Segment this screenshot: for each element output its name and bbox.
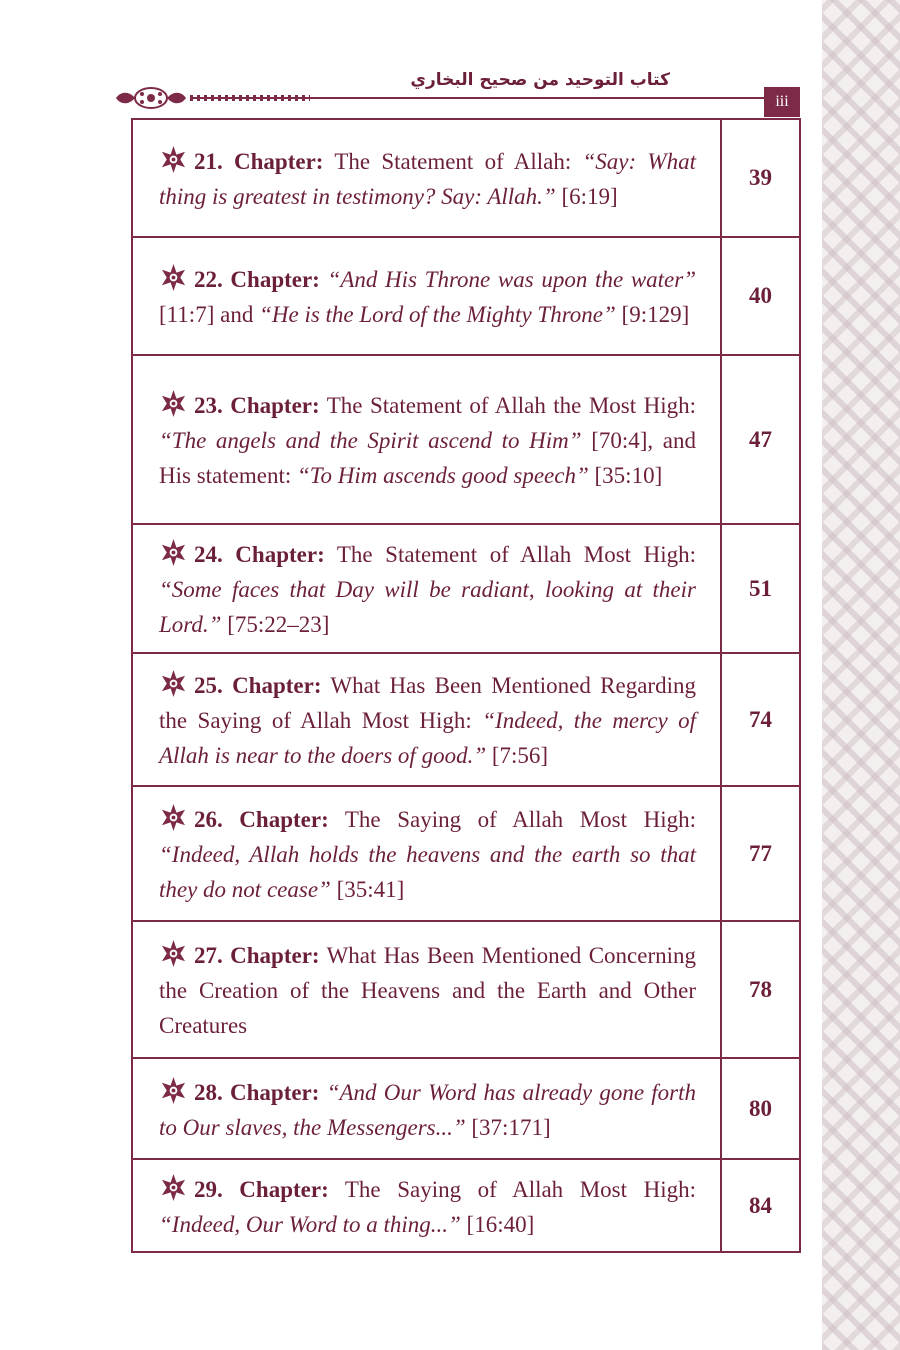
toc-entry — [132, 921, 721, 1058]
chapter-number-label: 23. Chapter: — [194, 393, 320, 418]
star-ornament-icon — [159, 264, 188, 291]
chapter-number-label: 21. Chapter: — [194, 149, 324, 174]
toc-entry — [132, 237, 721, 355]
page-number: iii — [764, 87, 800, 117]
header-rule-dots — [190, 95, 310, 101]
star-ornament-icon — [159, 390, 188, 417]
toc-entry — [132, 524, 721, 653]
chapter-number-label: 25. Chapter: — [194, 673, 322, 698]
toc-row — [132, 355, 800, 524]
chapter-text: The Statement of Allah the Most High: — [326, 393, 697, 418]
star-ornament-icon — [159, 1077, 188, 1104]
toc-entry — [132, 119, 721, 237]
chapter-quote: “Say: What thing is greatest in testimony? Say: Allah.” — [159, 149, 696, 209]
chapter-text: The Statement of Allah Most High: — [336, 542, 697, 567]
star-ornament-icon — [159, 940, 188, 967]
toc-row — [132, 786, 800, 921]
chapter-text: The Statement of Allah: — [334, 149, 583, 174]
toc-page-number: 74 — [721, 653, 800, 786]
chapter-quote-2: “He is the Lord of the Mighty Throne” — [259, 302, 616, 327]
chapter-quote: “Indeed, Allah holds the heavens and the earth so that they do not cease” — [159, 842, 696, 902]
chapter-number-label: 29. Chapter: — [194, 1176, 329, 1202]
toc-row — [132, 1058, 800, 1159]
chapter-reference: [70:4], and His statement: — [159, 428, 696, 488]
chapter-reference-2: [9:129] — [615, 302, 690, 327]
page-header — [110, 70, 800, 115]
toc-page-number: 40 — [721, 237, 800, 355]
toc-page-number: 78 — [721, 921, 800, 1058]
toc-entry — [132, 1058, 721, 1159]
star-ornament-icon — [159, 539, 188, 566]
chapter-reference: [16:40] — [460, 1211, 535, 1237]
toc-entry — [132, 653, 721, 786]
chapter-quote: “The angels and the Spirit ascend to Him” — [159, 428, 582, 453]
decorative-border-strip — [822, 0, 900, 1350]
toc-entry — [132, 1159, 721, 1252]
toc-row — [132, 921, 800, 1058]
toc-page-number: 39 — [721, 119, 800, 237]
chapter-number-label: 28. Chapter: — [194, 1079, 320, 1105]
toc-page-number: 51 — [721, 524, 800, 653]
floral-ornament-icon — [112, 84, 190, 112]
toc-row — [132, 1159, 800, 1252]
chapter-number-label: 26. Chapter: — [194, 807, 329, 832]
chapter-quote: “And His Throne was upon the water” — [327, 267, 696, 292]
chapter-quote: “Some faces that Day will be radiant, looking at their Lord.” — [159, 577, 696, 637]
chapter-text: What Has Been Mentioned Concerning the Creation of the Heavens and the Earth and Other Creatures — [159, 943, 696, 1038]
table-of-contents — [131, 118, 801, 1253]
toc-page-number: 80 — [721, 1058, 800, 1159]
toc-row — [132, 237, 800, 355]
star-ornament-icon — [159, 1174, 188, 1201]
chapter-quote-2: “To Him ascends good speech” — [296, 463, 589, 488]
chapter-text: The Saying of Allah Most High: — [344, 807, 696, 832]
chapter-number-label: 27. Chapter: — [194, 943, 320, 968]
header-title: كتاب التوحيد من صحيح البخاري — [410, 70, 670, 90]
chapter-reference: [7:56] — [486, 743, 549, 768]
chapter-reference: [75:22–23] — [221, 612, 330, 637]
toc-page-number: 84 — [721, 1159, 800, 1252]
toc-row — [132, 119, 800, 237]
chapter-reference: [37:171] — [465, 1114, 551, 1140]
toc-page-number: 47 — [721, 355, 800, 524]
chapter-reference: [11:7] and — [159, 302, 260, 327]
chapter-quote: “Indeed, Our Word to a thing...” — [159, 1211, 461, 1237]
toc-row — [132, 524, 800, 653]
chapter-quote: “Indeed, the mercy of Allah is near to the doers of good.” — [159, 708, 696, 768]
chapter-reference: [35:41] — [330, 877, 405, 902]
toc-row — [132, 653, 800, 786]
toc-entry — [132, 355, 721, 524]
chapter-quote: “And Our Word has already gone forth to Our slaves, the Messengers...” — [159, 1079, 697, 1140]
chapter-text: What Has Been Mentioned Regarding the Saying of Allah Most High: — [159, 673, 696, 733]
toc-page-number: 77 — [721, 786, 800, 921]
star-ornament-icon — [159, 670, 188, 697]
chapter-reference-2: [35:10] — [588, 463, 663, 488]
chapter-number-label: 22. Chapter: — [194, 267, 320, 292]
chapter-reference: [6:19] — [555, 184, 618, 209]
star-ornament-icon — [159, 804, 188, 831]
chapter-text: The Saying of Allah Most High: — [344, 1176, 696, 1202]
toc-entry — [132, 786, 721, 921]
star-ornament-icon — [159, 146, 188, 173]
chapter-number-label: 24. Chapter: — [194, 542, 325, 567]
